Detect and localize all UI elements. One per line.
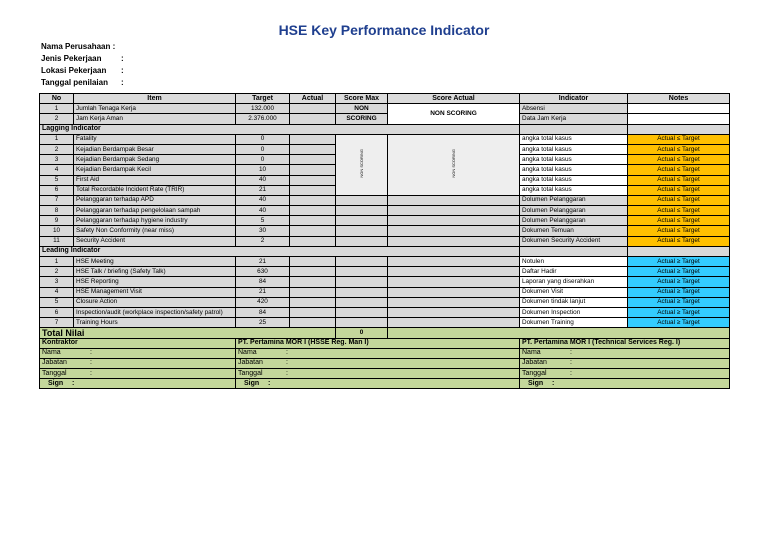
row-score-actual [388,226,520,236]
jabatan-field-contractor [40,358,236,368]
row-score-actual [388,287,520,297]
row-target: 21 [236,257,290,267]
row-actual [290,307,336,317]
row-score-max [336,307,388,317]
total-label: Total Nilai [40,328,336,338]
row-actual [290,236,336,246]
row-number: 2 [40,267,74,277]
row-score-actual [388,307,520,317]
row-indicator: Dolumen Pelanggaran [520,195,628,205]
row-indicator: Notulen [520,257,628,267]
colon: : [121,66,124,75]
row-item: Pelanggaran terhadap pengelolaan sampah [74,206,236,216]
nama-field-contractor [40,348,236,358]
row-score-max [336,287,388,297]
jabatan-field-tech [520,358,730,368]
row-note: Actual ≥ Target [628,277,730,287]
row-item: Training Hours [74,318,236,328]
row-score-actual [388,216,520,226]
header-item: Item [74,94,236,104]
sign-label: Sign [528,379,544,387]
row-number: 4 [40,165,74,175]
total-value: 0 [336,328,388,338]
pertamina-hsse-label: PT. Pertamina MOR I (HSSE Reg. Man I) [236,338,520,348]
tanggal-label: Tanggal [522,369,547,377]
row-actual [290,185,336,195]
table-row: 1 Jumlah Tenaga Kerja 132.000 NON NON SCORING Absensi [40,104,730,114]
nama-label: Nama [522,349,541,357]
non-scoring-label: SCORING [336,114,388,124]
row-target: 5 [236,216,290,226]
row-number: 6 [40,307,74,317]
row-actual [290,216,336,226]
row-target: 630 [236,267,290,277]
row-item: Pelanggaran terhadap APD [74,195,236,205]
header-actual: Actual [290,94,336,104]
pertamina-tech-label: PT. Pertamina MOR I (Technical Services Reg. I) [520,338,730,348]
row-indicator: Dokumen Visit [520,287,628,297]
row-score-actual [388,318,520,328]
row-indicator: Dolumen Pelanggaran [520,206,628,216]
row-target: 84 [236,277,290,287]
colon: : [121,54,124,63]
row-item: Fatality [74,134,236,144]
row-score-max [336,318,388,328]
leading-label: Leading Indicator [40,246,520,256]
table-header-row [40,94,730,104]
row-target: 84 [236,307,290,317]
row-actual [290,318,336,328]
row-actual [290,144,336,154]
row-note: Actual ≤ Target [628,195,730,205]
row-indicator: Daftar Hadir [520,267,628,277]
row-target: 0 [236,134,290,144]
row-number: 1 [40,257,74,267]
row-item: Pelanggaran terhadap hygiene industry [74,216,236,226]
colon: : [90,359,92,367]
table-row [40,257,730,267]
row-score-actual [388,297,520,307]
row-note: Actual ≤ Target [628,175,730,185]
row-target: 21 [236,185,290,195]
row-score-actual [388,257,520,267]
colon: : [268,379,271,387]
row-number: 7 [40,195,74,205]
table-row [40,307,730,317]
sign-field-tech [520,379,730,389]
row-number: 5 [40,175,74,185]
row-number: 4 [40,287,74,297]
row-score-max [336,206,388,216]
row-score-max [336,297,388,307]
table-row [40,134,730,144]
company-label: Nama Perusahaan : [41,42,116,51]
jabatan-field-hsse [236,358,520,368]
row-note: Actual ≤ Target [628,144,730,154]
colon: : [286,359,288,367]
colon: : [286,349,288,357]
jabatan-label: Jabatan [42,359,67,367]
row-note: Actual ≥ Target [628,287,730,297]
row-note: Actual ≤ Target [628,155,730,165]
sign-label: Sign [244,379,260,387]
header-score-actual: Score Actual [388,94,520,104]
table-row [40,236,730,246]
row-score-actual [388,236,520,246]
row-score-actual [388,134,520,195]
lagging-section-header: Lagging Indicator [40,124,730,134]
nama-row [40,348,730,358]
row-actual [290,226,336,236]
row-item: HSE Reporting [74,277,236,287]
row-indicator: angka total kasus [520,175,628,185]
row-item: Closure Action [74,297,236,307]
colon: : [570,349,572,357]
row-note: Actual ≥ Target [628,297,730,307]
row-score-max [336,236,388,246]
header-target: Target [236,94,290,104]
row-item: First Aid [74,175,236,185]
row-note: Actual ≤ Target [628,226,730,236]
sign-field-hsse [236,379,520,389]
row-item: HSE Talk / briefing (Safety Talk) [74,267,236,277]
colon: : [286,369,288,377]
row-item: Kejadian Berdampak Sedang [74,155,236,165]
row-indicator: Dokumen Training [520,318,628,328]
row-indicator: Dokumen tindak lanjut [520,297,628,307]
row-indicator: Dokumen Inspection [520,307,628,317]
row-indicator: Dokumen Temuan [520,226,628,236]
nama-field-hsse [236,348,520,358]
jabatan-row [40,358,730,368]
row-score-actual [388,195,520,205]
table-row [40,318,730,328]
row-note: Actual ≥ Target [628,267,730,277]
row-note: Actual ≤ Target [628,216,730,226]
header-no: No [40,94,74,104]
header-notes: Notes [628,94,730,104]
sign-field-contractor [40,379,236,389]
job-type-label: Jenis Pekerjaan [41,54,102,63]
row-target: 40 [236,175,290,185]
row-actual [290,257,336,267]
row-item: HSE Management Visit [74,287,236,297]
row-score-max [336,277,388,287]
row-number: 3 [40,155,74,165]
table-row [40,206,730,216]
row-number: 9 [40,216,74,226]
row-actual [290,297,336,307]
row-score-max [336,267,388,277]
row-score-actual [388,267,520,277]
job-location-label: Lokasi Pekerjaan [41,66,107,75]
row-number: 5 [40,297,74,307]
colon: : [121,78,124,87]
row-number: 11 [40,236,74,246]
table-row [40,195,730,205]
row-target: 25 [236,318,290,328]
row-indicator: angka total kasus [520,165,628,175]
sign-label: Sign [48,379,64,387]
row-actual [290,206,336,216]
row-score-max [336,195,388,205]
kpi-table [39,93,730,389]
row-note: Actual ≤ Target [628,236,730,246]
row-indicator: Dokumen Security Accident [520,236,628,246]
row-target: 40 [236,195,290,205]
tanggal-row [40,369,730,379]
row-score-max [336,257,388,267]
row-indicator: angka total kasus [520,185,628,195]
row-score-actual [388,206,520,216]
tanggal-field-tech [520,369,730,379]
header-indicator: Indicator [520,94,628,104]
total-row [40,328,730,338]
colon: : [570,359,572,367]
document-meta [41,41,124,89]
colon: : [90,349,92,357]
jabatan-label: Jabatan [522,359,547,367]
row-score-max [336,134,388,195]
colon: : [570,369,572,377]
row-item: Kejadian Berdampak Besar [74,144,236,154]
non-scoring-label: NON SCORING [388,104,520,124]
row-note: Actual ≥ Target [628,318,730,328]
row-indicator: Laporan yang diserahkan [520,277,628,287]
row-target: 30 [236,226,290,236]
row-score-max [336,216,388,226]
row-target: 0 [236,155,290,165]
row-item: Security Accident [74,236,236,246]
row-actual [290,175,336,185]
row-number: 3 [40,277,74,287]
row-actual [290,287,336,297]
row-note: Actual ≥ Target [628,307,730,317]
non-scoring-label: NON [336,104,388,114]
table-row [40,297,730,307]
assessment-date-label: Tanggal penilaian [41,78,108,87]
row-number: 6 [40,185,74,195]
row-note: Actual ≤ Target [628,185,730,195]
page-title: HSE Key Performance Indicator [278,22,490,38]
tanggal-field-contractor [40,369,236,379]
row-target: 40 [236,206,290,216]
row-note: Actual ≤ Target [628,206,730,216]
sign-row [40,379,730,389]
nama-label: Nama [238,349,257,357]
row-item: Kejadian Berdampak Kecil [74,165,236,175]
row-target: 420 [236,297,290,307]
colon: : [72,379,75,387]
row-item: Total Recordable Incident Rate (TRIR) [74,185,236,195]
row-target: 2 [236,236,290,246]
row-number: 7 [40,318,74,328]
nama-field-tech [520,348,730,358]
row-actual [290,195,336,205]
nama-label: Nama [42,349,61,357]
vertical-note: NON SCORING [450,148,456,178]
table-row [40,226,730,236]
tanggal-field-hsse [236,369,520,379]
row-number: 10 [40,226,74,236]
row-indicator: angka total kasus [520,155,628,165]
row-item: Safety Non Conformity (near miss) [74,226,236,236]
row-number: 8 [40,206,74,216]
row-indicator: Dolumen Pelanggaran [520,216,628,226]
jabatan-label: Jabatan [238,359,263,367]
row-target: 0 [236,144,290,154]
row-actual [290,155,336,165]
row-actual [290,267,336,277]
row-target: 10 [236,165,290,175]
row-note: Actual ≤ Target [628,165,730,175]
leading-section-header [40,246,730,256]
table-row [40,277,730,287]
row-indicator: angka total kasus [520,144,628,154]
row-actual [290,277,336,287]
row-number: 1 [40,134,74,144]
row-actual [290,165,336,175]
row-score-actual [388,277,520,287]
table-row: 2 Jam Kerja Aman 2.376.000 SCORING Data Jam Kerja [40,114,730,124]
colon: : [90,369,92,377]
row-indicator: angka total kasus [520,134,628,144]
vertical-note: NON SCORING [358,148,364,178]
row-item: Inspection/audit (workplace inspection/safety patrol) [74,307,236,317]
row-actual [290,134,336,144]
row-target: 21 [236,287,290,297]
table-row [40,216,730,226]
row-number: 2 [40,144,74,154]
tanggal-label: Tanggal [238,369,263,377]
header-score-max: Score Max [336,94,388,104]
row-item: HSE Meeting [74,257,236,267]
table-row [40,267,730,277]
table-row [40,287,730,297]
contractor-label: Kontraktor [40,338,236,348]
tanggal-label: Tanggal [42,369,67,377]
row-note: Actual ≤ Target [628,134,730,144]
parties-row [40,338,730,348]
row-note: Actual ≥ Target [628,257,730,267]
colon: : [552,379,555,387]
row-score-max [336,226,388,236]
